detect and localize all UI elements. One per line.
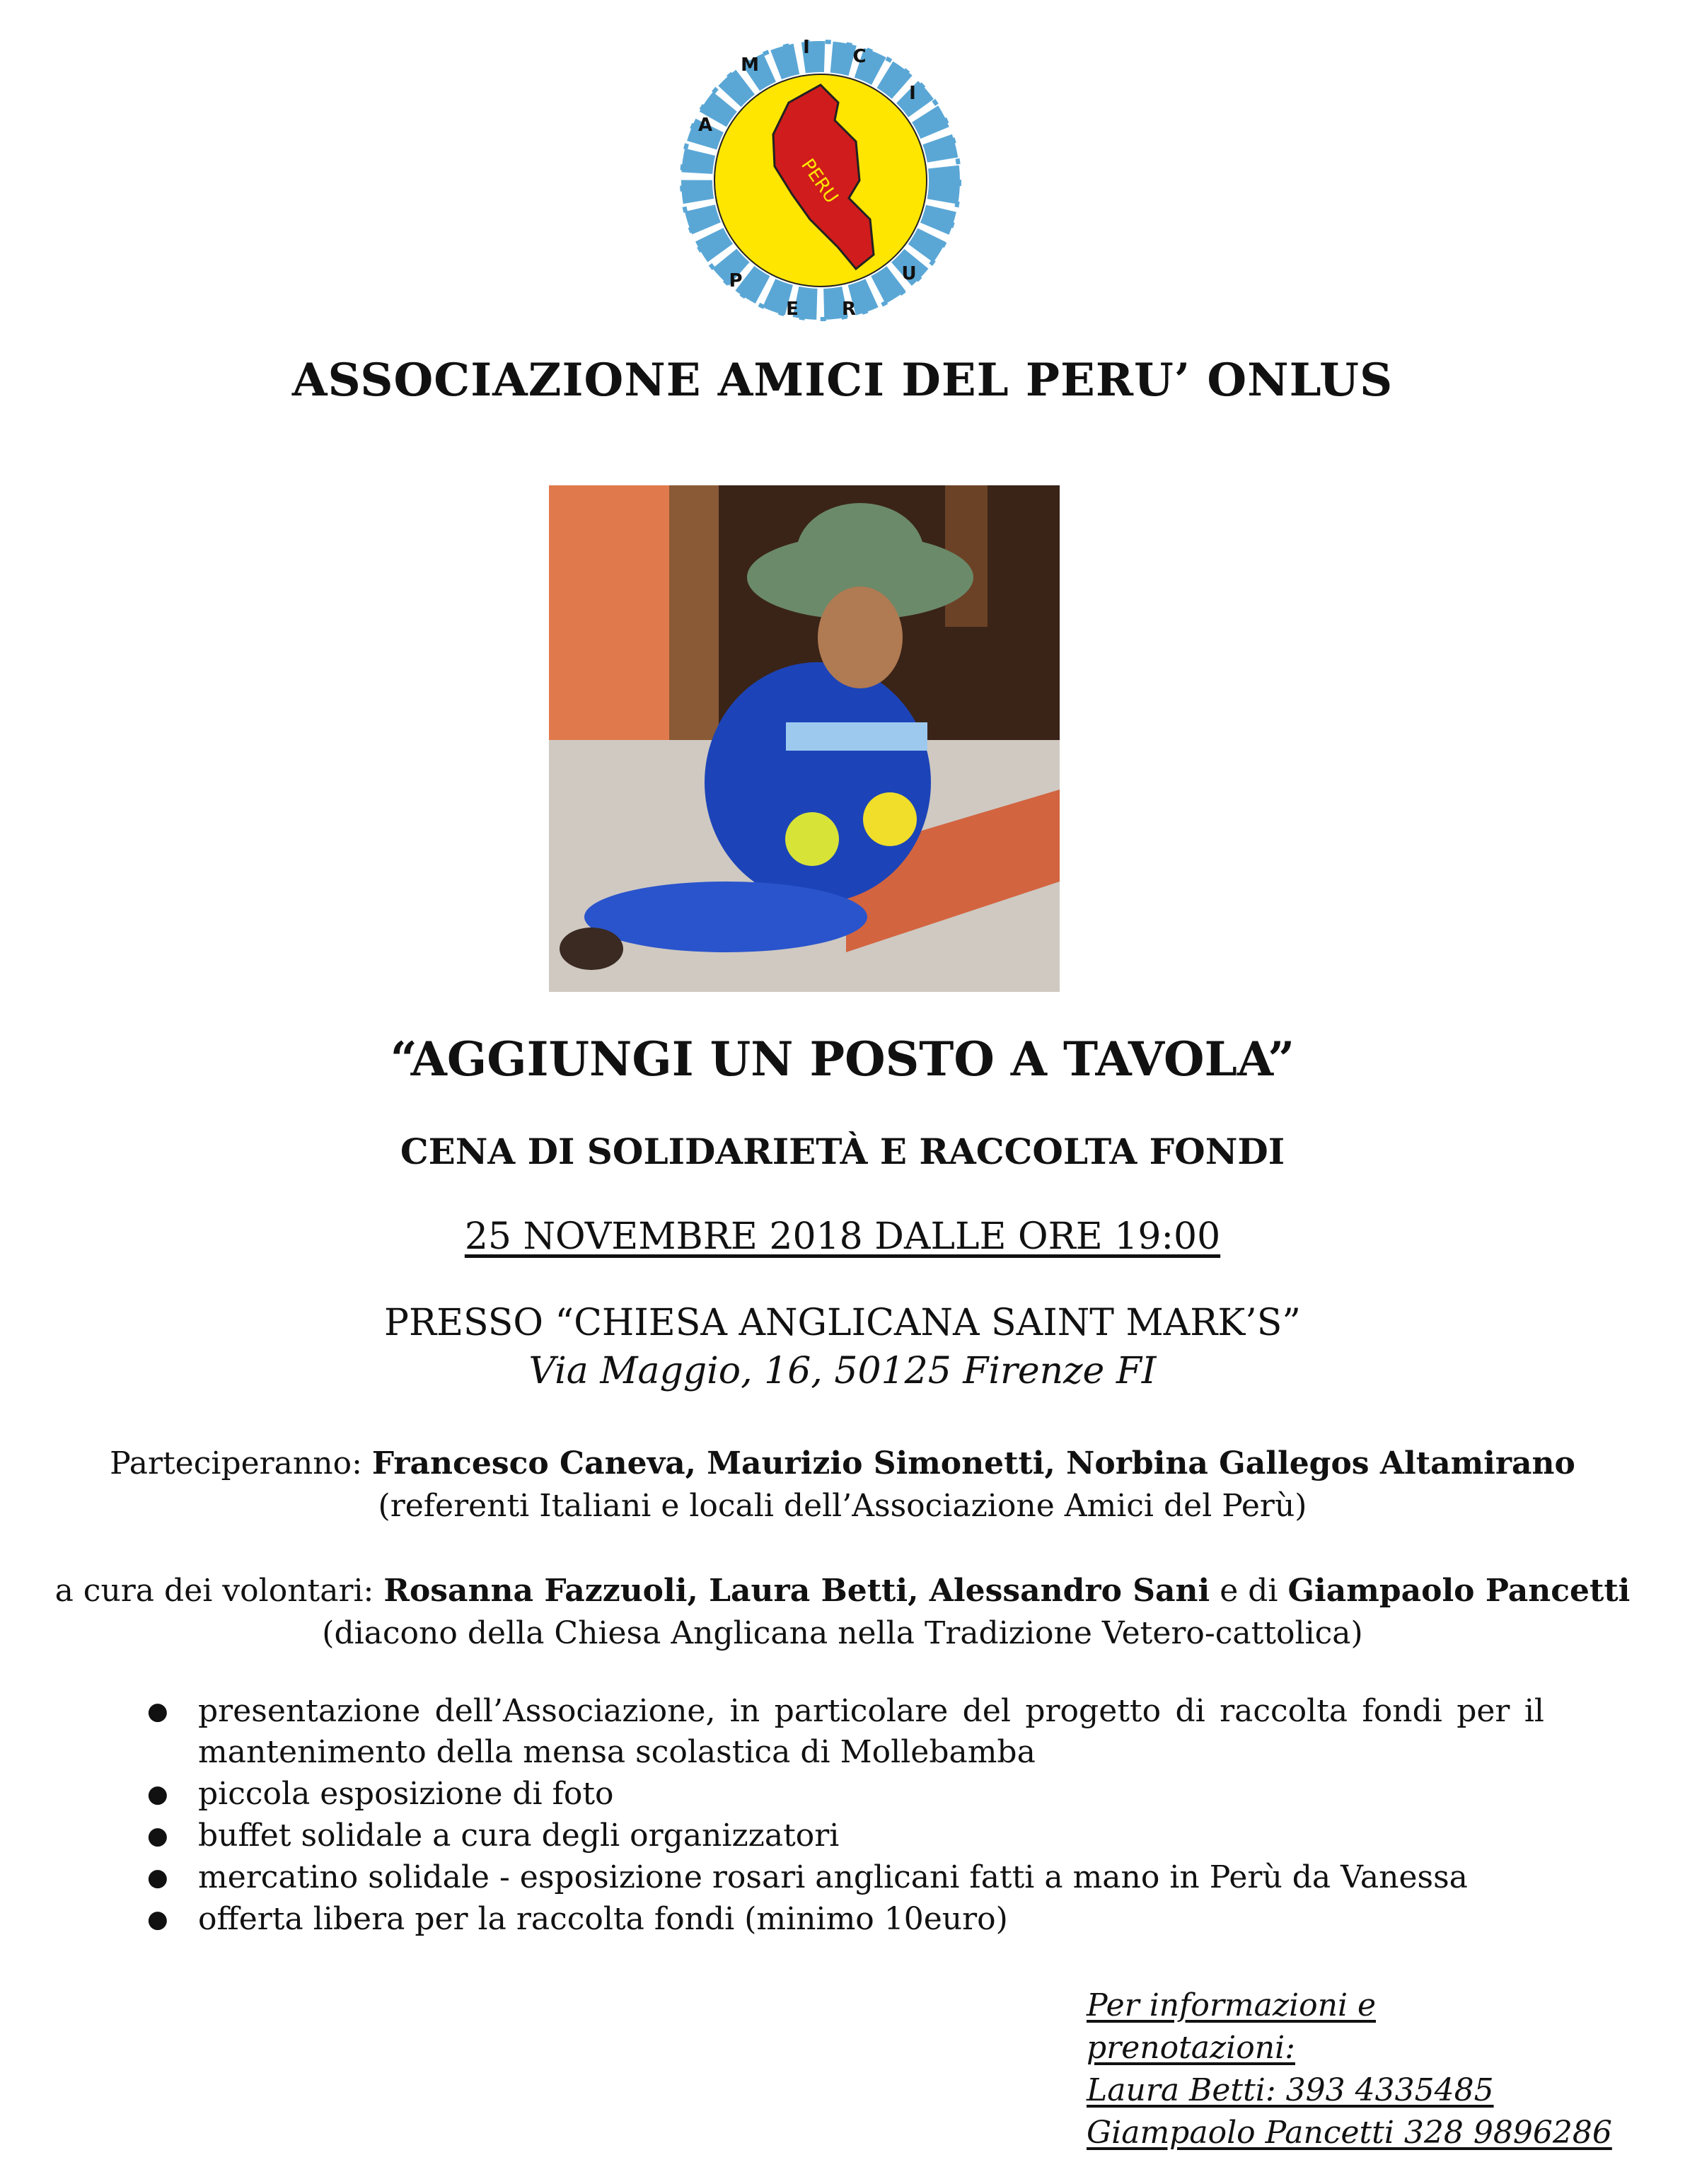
venue-address: Via Maggio, 16, 50125 Firenze FI [528,1350,1157,1392]
event-title: “AGGIUNGI UN POSTO A TAVOLA” [390,1032,1295,1087]
logo-letter: I [909,83,916,104]
logo-letter: M [741,54,759,76]
volunteers-label: a cura dei volontari: [54,1573,384,1609]
photo-child-body [705,662,931,903]
contact-info [1087,1984,1624,2154]
photo-fruit-right [863,792,917,846]
logo-letter: P [729,270,743,291]
event-date-text: 25 NOVEMBRE 2018 DALLE ORE 19:00 [464,1215,1221,1258]
participants-line [42,1442,1643,1486]
logo-letter: R [841,299,857,320]
photo-door-frame [669,485,719,740]
volunteers-connector: e di [1210,1573,1288,1609]
photo-face [818,587,903,688]
photo-fruit-left [785,812,839,866]
organization-title: ASSOCIAZIONE AMICI DEL PERU’ ONLUS [291,354,1394,407]
participants-names: Francesco Caneva, Maurizio Simonetti, Norbina Gallegos Altamirano [371,1445,1575,1481]
photo-child-legs [584,882,867,952]
child-photo [549,485,1060,992]
logo-letter: C [852,46,867,67]
list-item: ● presentazione dell’Associazione, in particolare del progetto di raccolta fondi per il mantenimento della mensa scolastica di Mollebamba [147,1691,1544,1773]
contact-phone-giampaolo: Giampaolo Pancetti 328 9896286 [1087,2115,1612,2151]
activities-list [147,1691,1544,1941]
list-item: ● piccola esposizione di foto [147,1774,1544,1815]
participants-note: (referenti Italiani e locali dell’Associazione Amici del Perù) [378,1488,1307,1524]
logo-letter: I [803,37,810,58]
list-item: ● mercatino solidale - esposizione rosari anglicani fatti a mano in Perù da Vanessa [147,1857,1544,1898]
photo-shirt-stripes [786,722,927,751]
logo-letter: U [901,263,917,284]
volunteers-line [42,1569,1643,1613]
participants-label: Parteciperanno: [110,1445,372,1481]
logo-map-text: PERU [797,155,842,208]
list-item: ● offerta libera per la raccolta fondi (minimo 10euro) [147,1899,1544,1940]
contact-heading-line2: prenotazioni: [1087,2030,1295,2066]
volunteers-names: Rosanna Fazzuoli, Laura Betti, Alessandro Sani [383,1573,1210,1609]
logo-letter: E [786,299,799,320]
event-subtitle: CENA DI SOLIDARIETÀ E RACCOLTA FONDI [400,1131,1285,1172]
contact-heading-line1: Per informazioni e [1087,1987,1377,2023]
event-date [0,1215,1685,1258]
volunteers-deacon: Giampaolo Pancetti [1287,1573,1631,1609]
volunteers-note: (diacono della Chiesa Anglicana nella Tradizione Vetero-cattolica) [322,1615,1363,1651]
venue-name: PRESSO “CHIESA ANGLICANA SAINT MARK’S” [383,1302,1302,1344]
logo-letter: A [697,115,713,136]
association-logo [668,35,973,325]
photo-shoe [560,928,623,970]
list-item: ● buffet solidale a cura degli organizzatori [147,1815,1544,1856]
contact-phone-laura: Laura Betti: 393 4335485 [1087,2072,1494,2108]
